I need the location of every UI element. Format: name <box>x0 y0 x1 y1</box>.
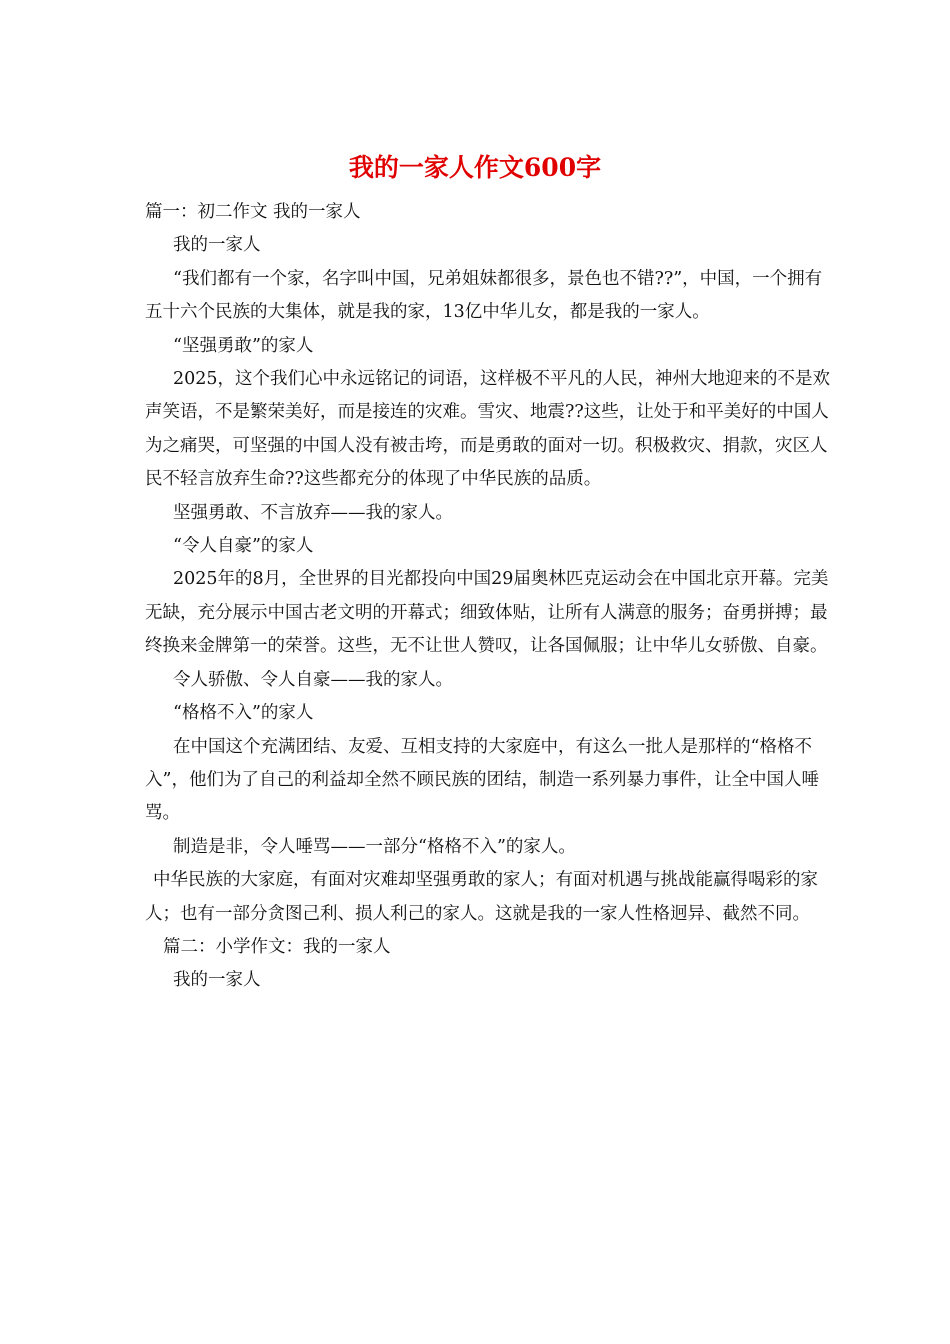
paragraph: 中华民族的大家庭，有面对灾难却坚强勇敢的家人；有面对机遇与挑战能赢得喝彩的家人；也有一部分贪图己利、损人利己的家人。这就是我的一家人性格迥异、截然不同。 <box>145 870 818 924</box>
paragraph: 令人骄傲、令人自豪——我的家人。 <box>173 669 453 690</box>
document-title: 我的一家人作文600字 <box>348 153 602 182</box>
paragraph: 坚强勇敢、不言放弃——我的家人。 <box>173 502 453 523</box>
paragraph-essay-title: 我的一家人 <box>173 235 261 256</box>
paragraph: 2025，这个我们心中永远铭记的词语，这样极不平凡的人民，神州大地迎来的不是欢声笑语，不是繁荣美好，而是接连的灾难。雪灾、地震??这些，让处于和平美好的中国人为之痛哭，可坚强的中国人没有被击垮，而是勇敢的面对一切。积极救灾、捐款，灾区人民不轻言放弃生命??这些都充分的体现了中华民族的品质。 <box>145 369 831 490</box>
paragraph: 2025年的8月，全世界的目光都投向中国29届奥林匹克运动会在中国北京开幕。完美无缺，充分展示中国古老文明的开幕式；细致体贴，让所有人满意的服务；奋勇拼搏；最终换来金牌第一的荣誉。这些，无不让世人赞叹，让各国佩服；让中华儿女骄傲、自豪。 <box>145 569 829 657</box>
document-body <box>145 196 835 998</box>
paragraph-subheading: “格格不入”的家人 <box>173 703 314 724</box>
paragraph-essay-title: 我的一家人 <box>173 970 261 991</box>
paragraph: “我们都有一个家，名字叫中国，兄弟姐妹都很多，景色也不错??”，中国，一个拥有五十六个民族的大集体，就是我的家，13亿中华儿女，都是我的一家人。 <box>145 268 823 323</box>
paragraph-section-heading: 篇一：初二作文 我的一家人 <box>145 202 361 222</box>
paragraph-section-heading: 篇二：小学作文：我的一家人 <box>163 936 391 957</box>
paragraph: 制造是非，令人唾骂——一部分“格格不入”的家人。 <box>173 836 576 857</box>
paragraph: 在中国这个充满团结、友爱、互相支持的大家庭中，有这么一批人是那样的“格格不入”，他们为了自己的利益却全然不顾民族的团结，制造一系列暴力事件，让全中国人唾骂。 <box>145 736 819 824</box>
paragraph-subheading: “坚强勇敢”的家人 <box>173 335 314 356</box>
paragraph-subheading: “令人自豪”的家人 <box>173 536 314 557</box>
